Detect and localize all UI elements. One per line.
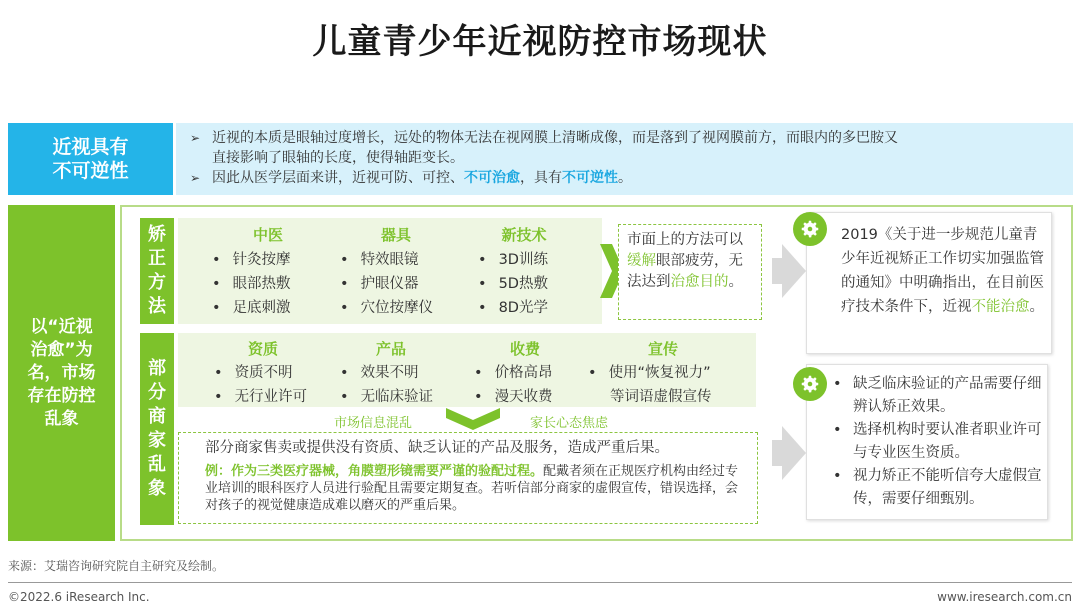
advice-item: • 视力矫正不能听信夸大虚假宣传，需要仔细甄别。	[833, 468, 1042, 507]
website-link[interactable]: www.iresearch.com.cn	[937, 590, 1072, 604]
copyright: ©2022.6 iResearch Inc.	[8, 590, 150, 604]
advice-item: • 选择机构时要认准者职业许可与专业医生资质。	[833, 422, 1042, 461]
correction-methods-label: 矫 正 方 法	[140, 218, 174, 324]
irreversible-point-1-cont: 直接影响了眼轴的长度，使得轴距变长。	[212, 150, 464, 166]
list-item: • 穴位按摩仪	[340, 296, 433, 317]
irreversible-point-2: ➢ 因此从医学层面来讲，近视可防、可控、不可治愈，具有不可逆性。	[190, 170, 632, 186]
list-item: • 5D热敷	[478, 272, 548, 293]
arrow-right-icon	[782, 426, 806, 480]
arrow-right-icon	[772, 258, 782, 284]
footer-divider	[8, 582, 1072, 583]
correction-methods-panel	[178, 218, 602, 324]
notice-text: 2019《关于进一步规范儿童青少年近视矫正工作切实加强监管的通知》中明确指出，在目前医疗技术条件下，近视不能治愈。	[841, 227, 1044, 315]
col-head-charges: 收费	[509, 340, 540, 358]
arrow-right-icon	[782, 244, 806, 298]
list-item-continued: 等词语虚假宣传	[610, 389, 712, 405]
consequence-text: 部分商家售卖或提供没有资质、缺乏认证的产品及服务，造成严重后果。	[205, 440, 669, 456]
list-item: • 漫天收费	[474, 385, 553, 406]
chevron-down-icon	[446, 408, 500, 430]
source-note: 来源：艾瑞咨询研究院自主研究及绘制。	[8, 559, 225, 573]
merchant-consequence-box	[178, 432, 758, 524]
list-item: • 护眼仪器	[340, 272, 419, 293]
irreversible-point-1: ➢ 近视的本质是眼轴过度增长，远处的物体无法在视网膜上清晰成像，而是落到了视网膜前方，而眼内的多巴胺又	[190, 130, 898, 146]
tag-parent-anxiety: 家长心态焦虑	[530, 416, 609, 431]
example-text: 例：作为三类医疗器械，角膜塑形镜需要严谨的验配过程。配戴者须在正规医疗机构由经过专业培训的眼科医疗人员进行验配且需要定期复查。若听信部分商家的虚假宣传，错误选择，会对孩子的视觉健康造成难以磨灭的严重后果。	[205, 464, 739, 513]
advice-item: • 缺乏临床验证的产品需要仔细辨认矫正效果。	[833, 376, 1042, 415]
arrow-bullet-icon: ➢	[190, 171, 201, 185]
col-head-devices: 器具	[380, 226, 411, 244]
list-item: • 无临床验证	[340, 385, 433, 406]
irreversible-text	[176, 123, 1073, 195]
advice-list	[833, 373, 1045, 511]
arrow-bullet-icon: ➢	[190, 131, 201, 145]
list-item: • 效果不明	[340, 361, 419, 382]
list-item: • 无行业许可	[214, 385, 307, 406]
page-title: 儿童青少年近视防控市场现状	[312, 22, 768, 62]
irreversible-label: 近视具有 不可逆性	[8, 123, 173, 195]
list-item: • 眼部热敷	[212, 272, 291, 293]
list-item: • 价格高昂	[474, 361, 553, 382]
list-item: • 针灸按摩	[212, 248, 291, 269]
gear-icon	[793, 212, 827, 246]
tag-market-info-chaos: 市场信息混乱	[334, 416, 413, 431]
gear-icon	[793, 367, 827, 401]
col-head-tcm: 中医	[252, 226, 283, 244]
col-head-qualification: 资质	[247, 340, 278, 358]
list-item: • 3D训练	[478, 248, 548, 269]
arrow-right-icon	[772, 440, 782, 466]
merchant-chaos-label: 部 分 商 家 乱 象	[140, 333, 174, 525]
col-head-new-tech: 新技术	[501, 226, 547, 244]
advice-card	[806, 364, 1048, 520]
list-item: • 资质不明	[214, 361, 293, 382]
list-item: • 8D光学	[478, 296, 548, 317]
list-item: • 特效眼镜	[340, 248, 419, 269]
list-item: • 使用“恢复视力”	[588, 361, 711, 382]
correction-summary: 市面上的方法可以缓解眼部疲劳，无法达到治愈目的。	[618, 224, 762, 320]
merchant-issues-panel	[178, 333, 756, 407]
col-head-promotion: 宣传	[647, 340, 678, 358]
list-item: • 足底刺激	[212, 296, 291, 317]
notice-card	[806, 212, 1052, 354]
market-chaos-label: 以“近视 治愈”为 名，市场 存在防控 乱象	[8, 205, 115, 541]
col-head-product: 产品	[375, 340, 406, 358]
